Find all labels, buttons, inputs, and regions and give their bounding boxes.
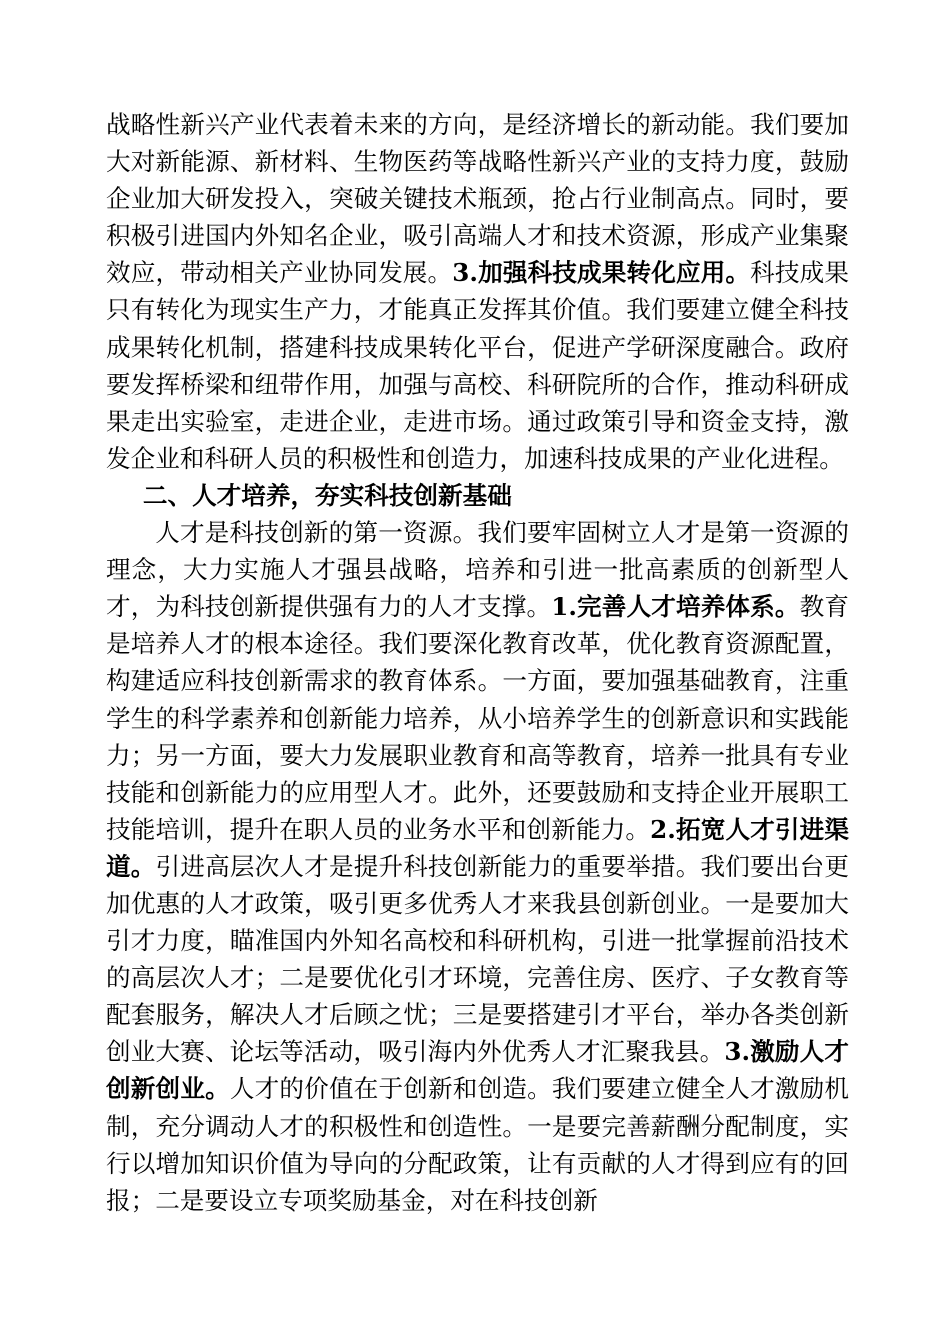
document-page [106, 106, 849, 1219]
paragraph-text: 引进高层次人才是提升科技创新能力的重要举措。我们要出台更加优惠的人才政策，吸引更多优秀人才来我县创新创业。一是要加大引才力度，瞄准国内外知名高校和科研机构，引进一批掌握前沿技术的高层次人才；二是要优化引才环境，完善住房、医疗、子女教育等配套服务，解决人才后顾之忧；三是要搭建引才平台，举办各类创新创业大赛、论坛等活动，吸引海内外优秀人才汇聚我县。 [106, 851, 849, 1067]
section-heading: 二、人才培养，夯实科技创新基础 [142, 480, 512, 510]
body-paragraph [106, 514, 849, 1219]
subsection-title: 3.激励人才创新创业。 [106, 1037, 849, 1104]
subsection-title: 2.拓宽人才引进渠道。 [106, 814, 849, 881]
paragraph-text: 人才是科技创新的第一资源。我们要牢固树立人才是第一资源的理念，大力实施人才强县战略，培养和引进一批高素质的创新型人才，为科技创新提供强有力的人才支撑。 [106, 518, 849, 622]
paragraph-text: 人才的价值在于创新和创造。我们要建立健全人才激励机制，充分调动人才的积极性和创造性。一是要完善薪酬分配制度，实行以增加知识价值为导向的分配政策，让有贡献的人才得到应有的回报；二是要设立专项奖励基金，对在科技创新 [106, 1074, 849, 1215]
paragraph-text: 战略性新兴产业代表着未来的方向，是经济增长的新动能。我们要加大对新能源、新材料、生物医药等战略性新兴产业的支持力度，鼓励企业加大研发投入，突破关键技术瓶颈，抢占行业制高点。同时，要积极引进国内外知名企业，吸引高端人才和技术资源，形成产业集聚效应，带动相关产业协同发展。 [106, 110, 849, 288]
subsection-title: 3.加强科技成果转化应用。 [452, 258, 751, 288]
paragraph-text: 教育是培养人才的根本途径。我们要深化教育改革，优化教育资源配置，构建适应科技创新需求的教育体系。一方面，要加强基础教育，注重学生的科学素养和创新能力培养，从小培养学生的创新意识和实践能力；另一方面，要大力发展职业教育和高等教育，培养一批具有专业技能和创新能力的应用型人才。此外，还要鼓励和支持企业开展职工技能培训，提升在职人员的业务水平和创新能力。 [106, 592, 849, 844]
subsection-title: 1.完善人才培养体系。 [551, 592, 800, 622]
paragraph-text: 科技成果只有转化为现实生产力，才能真正发挥其价值。我们要建立健全科技成果转化机制，搭建科技成果转化平台，促进产学研深度融合。政府要发挥桥梁和纽带作用，加强与高校、科研院所的合作，推动科研成果走出实验室，走进企业，走进市场。通过政策引导和资金支持，激发企业和科研人员的积极性和创造力，加速科技成果的产业化进程。 [106, 258, 849, 473]
body-paragraph [106, 106, 849, 477]
